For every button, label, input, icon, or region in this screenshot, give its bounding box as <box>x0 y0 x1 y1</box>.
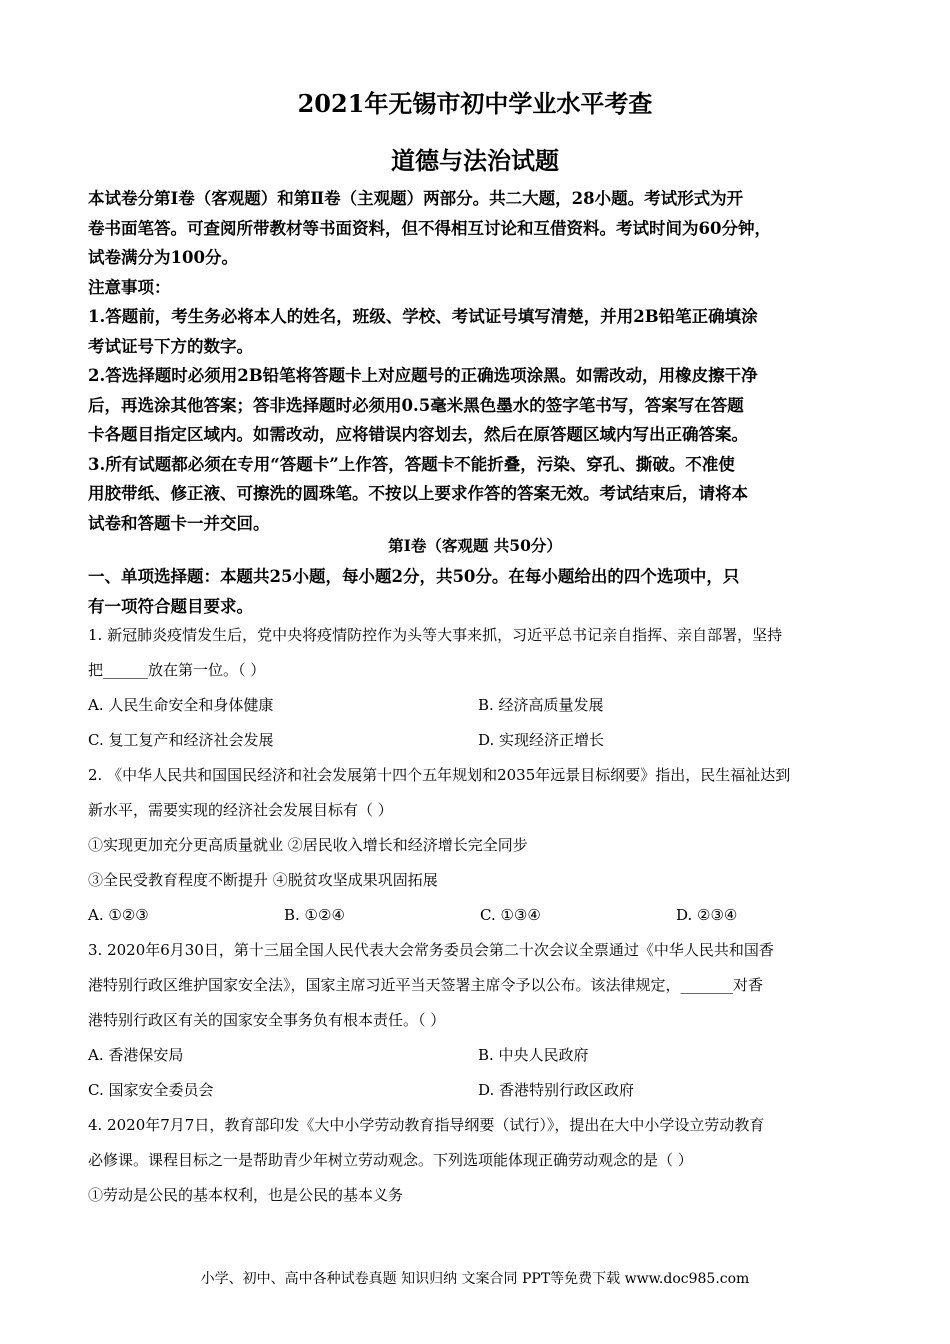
option-d: D. 香港特别行政区政府 <box>478 1081 635 1099</box>
option-c: C. 复工复产和经济社会发展 <box>88 731 274 749</box>
instruction-line: 3.所有试题都必须在专用“答题卡”上作答，答题卡不能折叠，污染、穿孔、撕破。不准使 <box>88 454 735 474</box>
option-a: A. 人民生命安全和身体健康 <box>88 696 274 714</box>
exam-instructions <box>88 184 868 538</box>
question-2-text: 新水平，需要实现的经济社会发展目标有（ ） <box>88 801 393 819</box>
option-d: D. ②③④ <box>676 906 738 924</box>
instruction-line: 本试卷分第Ⅰ卷（客观题）和第Ⅱ卷（主观题）两部分。共二大题，28小题。考试形式为开 <box>88 189 744 208</box>
option-b: B. ①②④ <box>284 906 345 924</box>
section-heading: 第Ⅰ卷（客观题 共50分） <box>388 536 562 555</box>
question-3-text: 3. 2020年6月30日，第十三届全国人民代表大会常务委员会第二十次会议全票通过《中华人民共和国香 <box>88 941 774 959</box>
question-4-text: 必修课。课程目标之一是帮助青少年树立劳动观念。下列选项能体现正确劳动观念的是（ ） <box>88 1151 693 1169</box>
instruction-line: 试卷满分为100分。 <box>88 248 238 267</box>
question-2-text: 2. 《中华人民共和国国民经济和社会发展第十四个五年规划和2035年远景目标纲要》指出，民生福祉达到 <box>88 766 791 784</box>
question-1-text: 1. 新冠肺炎疫情发生后，党中央将疫情防控作为头等大事来抓，习近平总书记亲自指挥、亲自部署，坚持 <box>88 626 783 644</box>
notice-heading: 注意事项： <box>88 277 171 297</box>
question-2-statement: ③全民受教育程度不断提升 ④脱贫攻坚成果巩固拓展 <box>88 871 438 889</box>
option-c: C. 国家安全委员会 <box>88 1081 214 1099</box>
question-3-text: 港特别行政区维护国家安全法》，国家主席习近平当天签署主席令予以公布。该法律规定，_______对香 <box>88 976 764 994</box>
option-b: B. 中央人民政府 <box>478 1046 589 1064</box>
exam-subject-title: 道德与法治试题 <box>391 146 559 175</box>
question-1-options <box>88 723 878 758</box>
instruction-line: 考试证号下方的数字。 <box>88 336 253 356</box>
instruction-line: 2.答选择题时必须用2B铅笔将答题卡上对应题号的正确选项涂黑。如需改动，用橡皮擦干净 <box>88 366 758 385</box>
question-list <box>88 618 878 1213</box>
question-3-text: 港特别行政区有关的国家安全事务负有根本责任。（ ） <box>88 1011 446 1029</box>
question-2-statement: ①实现更加充分更高质量就业 ②居民收入增长和经济增长完全同步 <box>88 836 528 854</box>
question-1-options <box>88 688 878 723</box>
instruction-line: 1.答题前，考生务必将本人的姓名，班级、学校、考试证号填写清楚，并用2B铅笔正确填涂 <box>88 307 758 326</box>
instruction-line: 卡各题目指定区域内。如需改动，应将错误内容划去，然后在原答题区域内写出正确答案。 <box>88 425 748 444</box>
part-heading-line: 有一项符合题目要求。 <box>88 596 253 616</box>
question-2-options <box>88 898 878 933</box>
option-a: A. ①②③ <box>88 906 149 924</box>
question-1-text: 把______放在第一位。（ ） <box>88 661 266 679</box>
question-4-statement: ①劳动是公民的基本权利，也是公民的基本义务 <box>88 1186 404 1204</box>
part-heading <box>88 562 868 621</box>
instruction-line: 卷书面笔答。可查阅所带教材等书面资料，但不得相互讨论和互借资料。考试时间为60分钟， <box>88 218 771 238</box>
instruction-line: 后，再选涂其他答案；答非选择题时必须用0.5毫米黑色墨水的签字笔书写，答案写在答题 <box>88 395 744 415</box>
option-d: D. 实现经济正增长 <box>478 731 605 749</box>
page-footer: 小学、初中、高中各种试卷真题 知识归纳 文案合同 PPT等免费下载 www.doc985.com <box>200 1271 750 1287</box>
option-a: A. 香港保安局 <box>88 1046 184 1064</box>
question-3-options <box>88 1038 878 1073</box>
option-c: C. ①③④ <box>480 906 541 924</box>
question-4-text: 4. 2020年7月7日，教育部印发《大中小学劳动教育指导纲要（试行）》，提出在大中小学设立劳动教育 <box>88 1116 765 1134</box>
instruction-line: 用胶带纸、修正液、可擦洗的圆珠笔。不按以上要求作答的答案无效。考试结束后，请将本 <box>88 484 748 503</box>
instruction-line: 试卷和答题卡一并交回。 <box>88 513 270 533</box>
question-3-options <box>88 1073 878 1108</box>
option-b: B. 经济高质量发展 <box>478 696 604 714</box>
part-heading-line: 一、单项选择题：本题共25小题，每小题2分，共50分。在每小题给出的四个选项中，只 <box>88 567 740 586</box>
exam-title: 2021年无锡市初中学业水平考查 <box>297 89 653 118</box>
